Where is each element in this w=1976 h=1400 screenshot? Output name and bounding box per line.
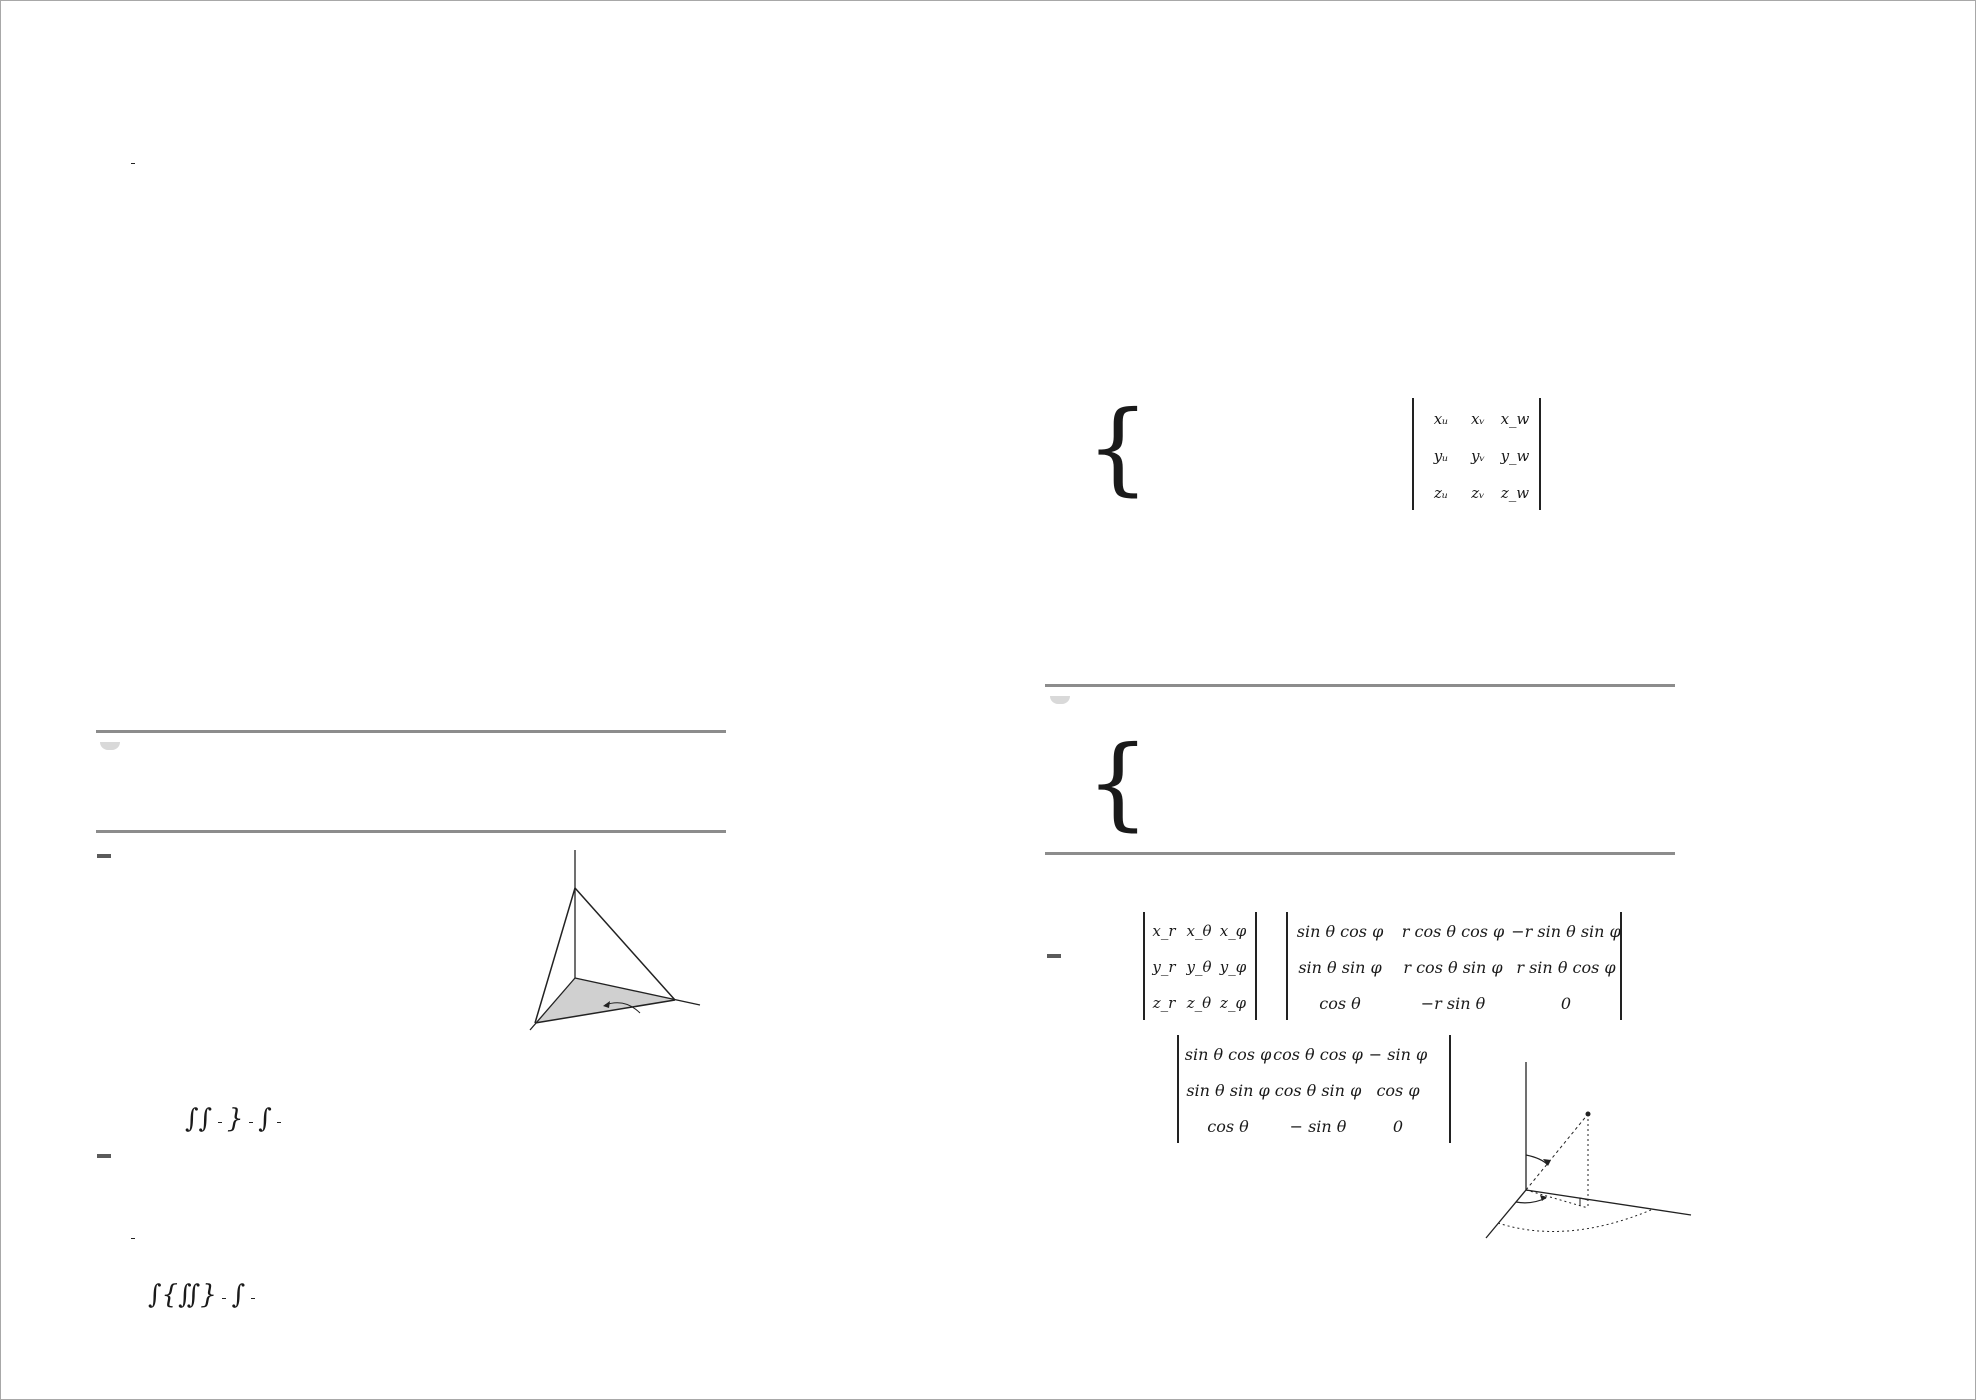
matrix-cell: x_r bbox=[1152, 922, 1176, 940]
example-right-tag bbox=[1050, 696, 1070, 704]
half-fraction bbox=[222, 1298, 226, 1299]
fraction-numerator bbox=[131, 163, 135, 164]
alt-line3 bbox=[131, 1228, 135, 1250]
matrix-cell: z_w bbox=[1500, 484, 1530, 502]
matrix-cell: y_θ bbox=[1186, 958, 1212, 976]
solution-right-tag bbox=[1047, 954, 1061, 958]
matrix-cell: z_θ bbox=[1186, 994, 1212, 1012]
matrix-cell: −r sin θ sin φ bbox=[1511, 922, 1621, 941]
sph-arc bbox=[1498, 1210, 1651, 1231]
solution-tag bbox=[97, 854, 111, 858]
solution-line7: ∫∫ } ∫ bbox=[185, 1104, 281, 1134]
matrix-cell: z_φ bbox=[1220, 994, 1246, 1012]
example-bottom-rule bbox=[96, 830, 726, 833]
system-brace: { bbox=[1086, 389, 1150, 506]
sixth-fraction bbox=[249, 1122, 253, 1123]
matrix-cell: zᵥ bbox=[1471, 484, 1485, 502]
matrix-cell: cos θ bbox=[1319, 994, 1361, 1013]
matrix-cell: r cos θ cos φ bbox=[1401, 922, 1505, 941]
example-top-rule bbox=[96, 730, 726, 733]
matrix-cell: xᵥ bbox=[1470, 410, 1486, 428]
sph-x-axis bbox=[1486, 1190, 1526, 1238]
half-fraction bbox=[218, 1122, 222, 1123]
answer-fraction bbox=[277, 1122, 281, 1123]
matrix-cell: sin θ sin φ bbox=[1186, 1081, 1270, 1100]
matrix-cell: − sin θ bbox=[1289, 1117, 1347, 1136]
section-2-eq1 bbox=[167, 350, 187, 385]
matrix-cell: sin θ cos φ bbox=[1296, 922, 1384, 941]
matrix-cell: 0 bbox=[1560, 994, 1572, 1013]
right-page bbox=[988, 0, 1976, 1400]
pi-over-4-fraction bbox=[131, 163, 135, 164]
matrix-cell: y_φ bbox=[1219, 958, 1247, 976]
matrix-cell: yᵥ bbox=[1470, 447, 1486, 465]
matrix-cell: 0 bbox=[1392, 1117, 1404, 1136]
alt-line4: ∫{∬} ∫ bbox=[148, 1280, 255, 1310]
matrix-cell: r sin θ cos φ bbox=[1516, 958, 1616, 977]
matrix-cell: y_r bbox=[1152, 958, 1176, 976]
matrix-cell: cos θ cos φ bbox=[1273, 1045, 1363, 1064]
matrix-cell: cos θ bbox=[1207, 1117, 1249, 1136]
point-p bbox=[1586, 1112, 1591, 1117]
matrix-cell: sin θ cos φ bbox=[1184, 1045, 1272, 1064]
matrix-cell: x_w bbox=[1500, 410, 1530, 428]
question-163-line1 bbox=[131, 153, 135, 173]
matrix-cell: x_θ bbox=[1186, 922, 1212, 940]
matrix-cell: x_φ bbox=[1219, 922, 1247, 940]
matrix-cell: xᵤ bbox=[1433, 410, 1449, 428]
fraction-numerator bbox=[222, 1298, 226, 1299]
example-tag bbox=[100, 742, 120, 750]
matrix-cell: −r sin θ bbox=[1420, 994, 1486, 1013]
answer-fraction bbox=[251, 1298, 255, 1299]
matrix-cell: yᵤ bbox=[1433, 447, 1449, 465]
fraction-numerator bbox=[218, 1122, 222, 1123]
fraction-numerator bbox=[249, 1122, 253, 1123]
example-right-bottom-rule bbox=[1045, 852, 1675, 855]
matrix-cell: − sin φ bbox=[1368, 1045, 1428, 1064]
matrix-cell: zᵤ bbox=[1434, 484, 1448, 502]
matrix-cell: sin θ sin φ bbox=[1298, 958, 1382, 977]
spherical-brace: { bbox=[1086, 724, 1150, 841]
sph-r-line bbox=[1526, 1114, 1588, 1190]
matrix-cell: y_w bbox=[1500, 447, 1530, 465]
alt-solution-tag bbox=[97, 1154, 111, 1158]
matrix-cell: z_r bbox=[1152, 994, 1176, 1012]
spherical-figure bbox=[1476, 1040, 1706, 1250]
sph-projection-line bbox=[1526, 1190, 1588, 1208]
matrix-cell: cos θ sin φ bbox=[1274, 1081, 1362, 1100]
fraction-numerator bbox=[277, 1122, 281, 1123]
half-fraction bbox=[131, 1238, 135, 1239]
fraction-numerator bbox=[251, 1298, 255, 1299]
fraction-numerator bbox=[131, 1238, 135, 1239]
example-right-top-rule bbox=[1045, 684, 1675, 687]
matrix-cell: cos φ bbox=[1376, 1081, 1420, 1100]
sph-y-axis bbox=[1526, 1190, 1691, 1215]
tetrahedron-figure bbox=[495, 848, 725, 1048]
right-angle-mark bbox=[1580, 1198, 1588, 1206]
matrix-cell: r cos θ sin φ bbox=[1403, 958, 1503, 977]
